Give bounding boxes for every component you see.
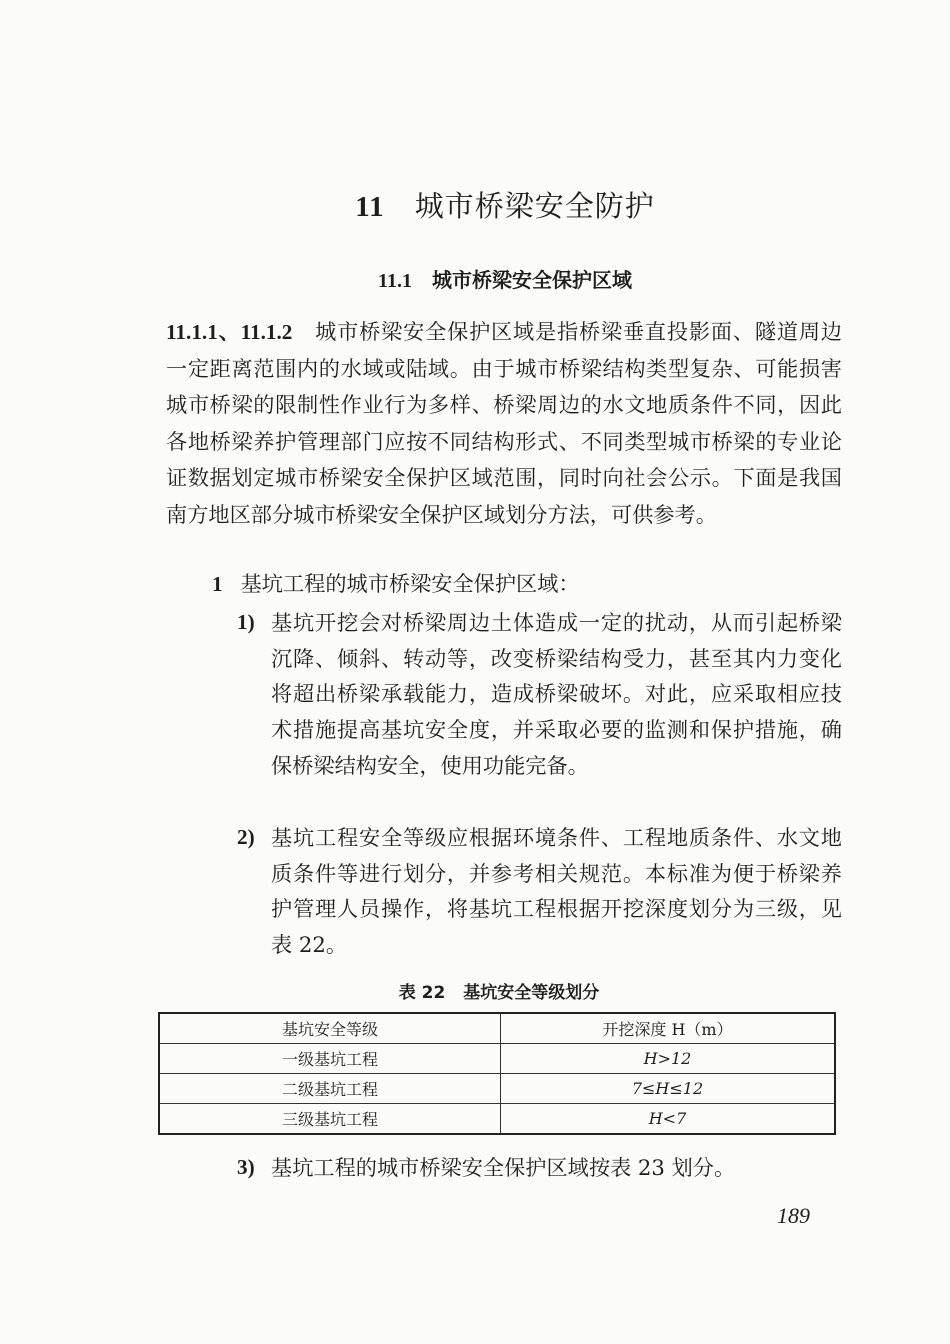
sub-item-1-text: 基坑开挖会对桥梁周边土体造成一定的扰动，从而引起桥梁沉降、倾斜、转动等，改变桥梁结构受力，甚至其内力变化将超出桥梁承载能力，造成桥梁破坏。对此，应采取相应技术措施提高基坑安全度，并采取必要的监测和保护措施，确保桥梁结构安全，使用功能完备。 bbox=[271, 610, 842, 778]
section-title bbox=[0, 264, 950, 293]
table-row bbox=[159, 1074, 835, 1104]
section-title-text: 城市桥梁安全保护区域 bbox=[431, 268, 632, 292]
chapter-title bbox=[0, 184, 950, 225]
sub-item-2-marker: 2) bbox=[237, 825, 255, 849]
table-header-cell: 开挖深度 H（m） bbox=[501, 1013, 836, 1044]
table-cell: 一级基坑工程 bbox=[159, 1044, 501, 1074]
sub-item-1 bbox=[237, 605, 842, 784]
table-caption-title: 基坑安全等级划分 bbox=[463, 983, 600, 1003]
table-row bbox=[159, 1044, 835, 1074]
sub-item-2 bbox=[237, 820, 842, 963]
clause-paragraph bbox=[166, 314, 842, 533]
sub-item-3 bbox=[237, 1150, 842, 1186]
table-caption bbox=[0, 978, 950, 1003]
table-cell: H>12 bbox=[501, 1044, 836, 1074]
sub-item-1-marker: 1) bbox=[237, 610, 255, 634]
table-cell: H<7 bbox=[501, 1104, 836, 1135]
table-cell: 7≤H≤12 bbox=[501, 1074, 836, 1104]
clause-number: 11.1.1、11.1.2 bbox=[166, 320, 293, 344]
chapter-title-text: 城市桥梁安全防护 bbox=[414, 189, 655, 223]
list-item-1 bbox=[212, 566, 842, 603]
table-cell: 三级基坑工程 bbox=[159, 1104, 501, 1135]
section-number: 11.1 bbox=[378, 270, 412, 292]
list-item-1-text: 基坑工程的城市桥梁安全保护区域： bbox=[240, 571, 580, 596]
page-number: 189 bbox=[777, 1203, 810, 1228]
table-header-row bbox=[159, 1013, 835, 1044]
table-caption-number: 表 22 bbox=[398, 983, 446, 1003]
list-item-1-marker: 1 bbox=[212, 572, 223, 596]
table-header-cell: 基坑安全等级 bbox=[159, 1013, 501, 1044]
sub-item-3-marker: 3) bbox=[237, 1155, 255, 1179]
excavation-grade-table bbox=[158, 1012, 836, 1135]
clause-text: 城市桥梁安全保护区域是指桥梁垂直投影面、隧道周边一定距离范围内的水域或陆域。由于城市桥梁结构类型复杂、可能损害城市桥梁的限制性作业行为多样、桥梁周边的水文地质条件不同，因此各地桥梁养护管理部门应按不同结构形式、不同类型城市桥梁的专业论证数据划定城市桥梁安全保护区域范围，同时向社会公示。下面是我国南方地区部分城市桥梁安全保护区域划分方法，可供参考。 bbox=[166, 319, 842, 527]
table-cell: 二级基坑工程 bbox=[159, 1074, 501, 1104]
table-row bbox=[159, 1104, 835, 1135]
sub-item-2-text: 基坑工程安全等级应根据环境条件、工程地质条件、水文地质条件等进行划分，并参考相关规范。本标准为便于桥梁养护管理人员操作，将基坑工程根据开挖深度划分为三级，见表 22。 bbox=[271, 825, 842, 958]
sub-item-3-text: 基坑工程的城市桥梁安全保护区域按表 23 划分。 bbox=[271, 1155, 736, 1180]
chapter-number: 11 bbox=[355, 191, 385, 223]
